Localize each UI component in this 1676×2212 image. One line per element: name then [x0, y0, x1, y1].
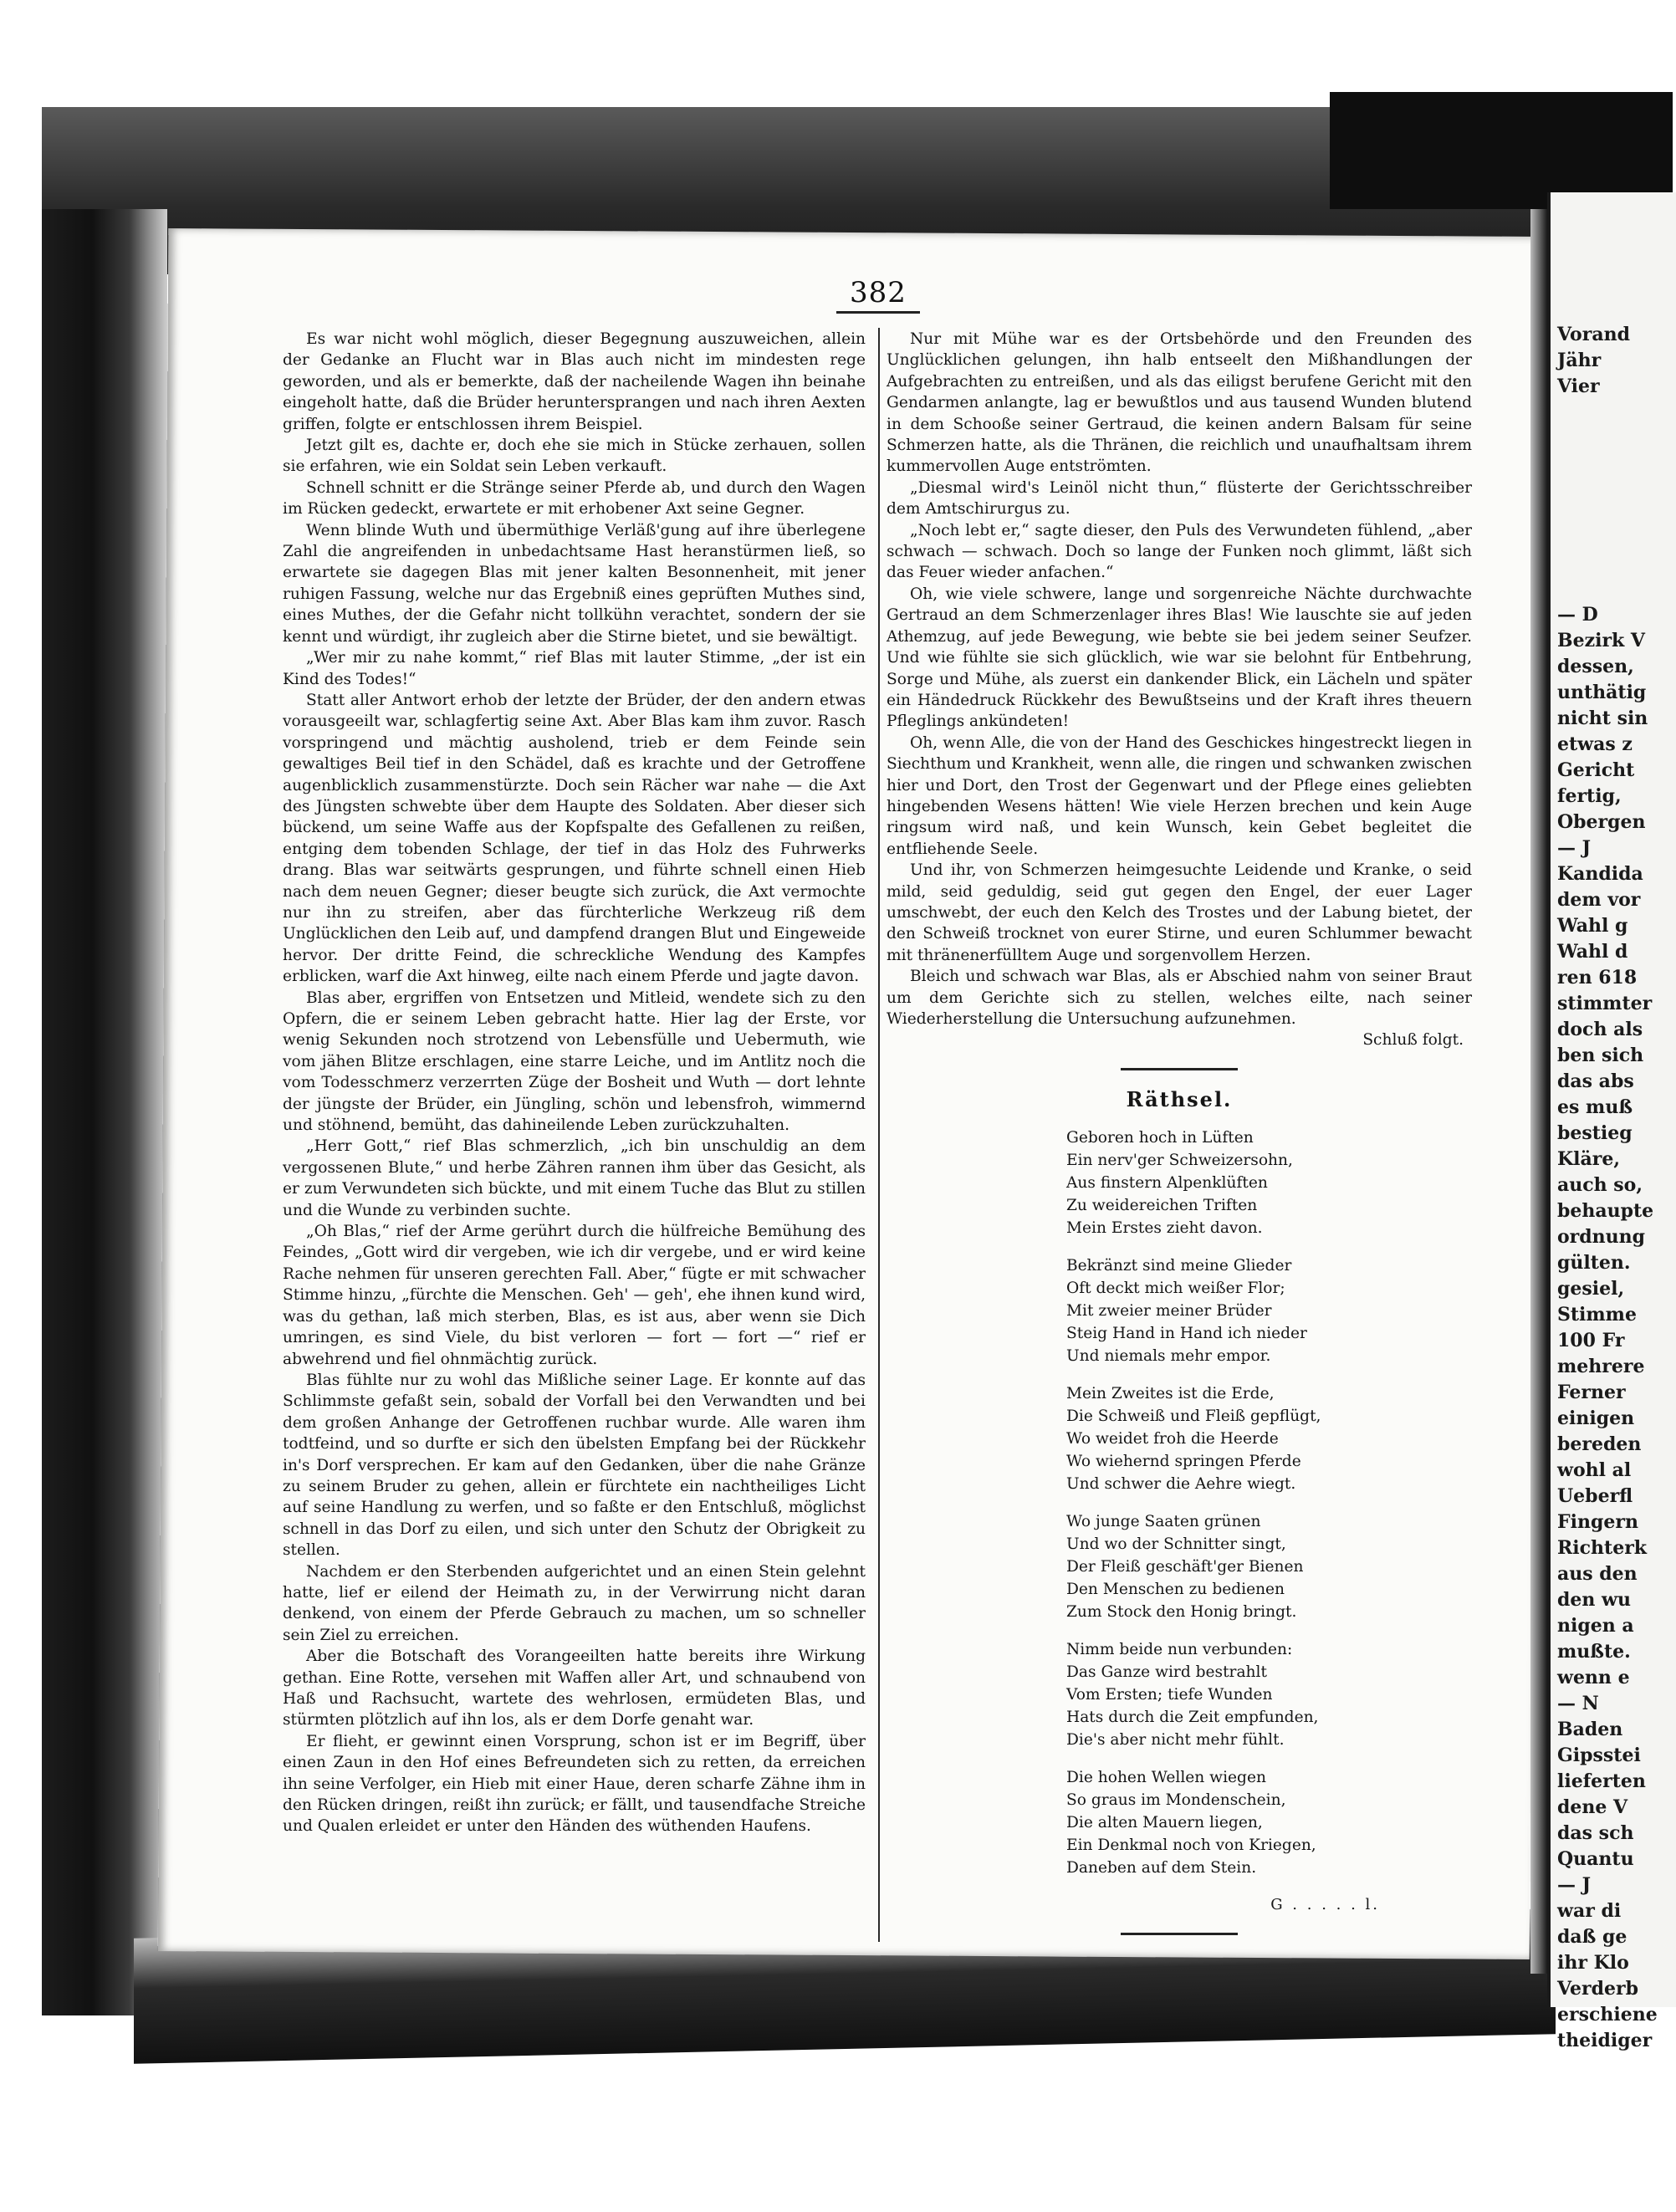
riddle-line: Nimm beide nun verbunden:	[1066, 1641, 1293, 1659]
adjacent-page-line: — N	[1557, 1693, 1599, 1714]
right_column-paragraph: Oh, wie viele schwere, lange und sorgenreiche Nächte durchwachte Gertraud an dem Schmerzenlager ihres Blas! Wie lauschte sie auf jeden Athemzug, auf jede Bewegung, wie bebte sie bei jedem seiner Seufzer. Und wie fühlte sie sich glücklich, wie war sie belohnt für Entbehrung, Sorge und Mühe, als zuerst ein dankender Blick, ein Lächeln und später ein Händedruck Rückkehr des Bewußtseins und der Kraft ihres theuern Pfleglings ankündeten!	[887, 585, 1472, 731]
riddle-line: Ein Denkmal noch von Kriegen,	[1066, 1837, 1316, 1855]
adjacent-page-line: dessen,	[1557, 656, 1634, 677]
left_column-paragraph: Er flieht, er gewinnt einen Vorsprung, schon ist er im Begriff, über einen Zaun in den Hof eines Befreundeten sich zu retten, da erreichen ihn seine Verfolger, ein Hieb mit einer Haue, deren scharfe Zähne ihm in den Rücken dringen, reißt ihn zurück; er fällt, und tausendfache Streiche und Qualen erleidet er unter den Händen des wüthenden Haufens.	[283, 1732, 866, 1836]
adjacent-page-line: das abs	[1557, 1070, 1634, 1092]
riddle-line: Bekränzt sind meine Glieder	[1066, 1257, 1292, 1275]
right_column-paragraph: Bleich und schwach war Blas, als er Abschied nahm von seiner Braut um dem Gerichte sich zu stellen, welches eilte, nach seiner Wiederherstellung die Untersuchung aufzunehmen.	[887, 968, 1472, 1028]
riddle-line: Vom Ersten; tiefe Wunden	[1066, 1686, 1273, 1704]
riddle-title: Räthsel.	[1126, 1086, 1233, 1111]
adjacent-page-line: Fingern	[1557, 1511, 1638, 1533]
riddle-line: Die's aber nicht mehr fühlt.	[1066, 1731, 1285, 1750]
adjacent-page-fragment	[1547, 192, 1676, 2051]
scan-shadow	[1330, 92, 1673, 209]
adjacent-page-line: Vier	[1557, 375, 1600, 397]
section-rule	[1121, 1068, 1238, 1070]
left_column-paragraph: Es war nicht wohl möglich, dieser Begegnung auszuweichen, allein der Gedanke an Flucht war in Blas auch nicht im mindesten rege geworden, und als er bemerkte, daß der nacheilende Wagen ihn beinahe eingeholt hatte, daß die Brüder heruntersprangen und nach ihren Aexten griffen, folgte er entschlossen ihrem Beispiel.	[283, 330, 866, 433]
adjacent-page-line: — J	[1557, 837, 1592, 859]
riddle-stanza	[1066, 1382, 1472, 1495]
riddle-line: Der Fleiß geschäft'ger Bienen	[1066, 1558, 1304, 1576]
right-column-paragraphs	[887, 329, 1472, 1029]
adjacent-page-line: ordnung	[1557, 1226, 1646, 1248]
riddle-poem	[887, 1126, 1472, 1879]
adjacent-page-line: Ueberfl	[1557, 1485, 1633, 1507]
adjacent-page-line: — D	[1557, 604, 1598, 626]
column-divider	[878, 328, 880, 1942]
left_column-paragraph: „Herr Gott,“ rief Blas schmerzlich, „ich bin unschuldig an dem vergossenen Blute,“ und herbe Zähren rannen ihm über das Gesicht, als er zum Verwundeten sich bückte, und mit einem Tuche das Blut zu stillen und die Wunde zu verbinden suchte.	[283, 1137, 866, 1219]
right_column-paragraph: Nur mit Mühe war es der Ortsbehörde und den Freunden des Unglücklichen gelungen, ihn halb entseelt den Mißhandlungen der Aufgebrachten zu entreißen, und als das eiligst berufene Gericht mit den Gendarmen anlangte, lag er bewußtlos und aus tausend Wunden blutend in dem Schooße seiner Gertraud, die keinen andern Balsam für seine Schmerzen hatte, als die Thränen, die reichlich und unaufhaltsam ihrem kummervollen Auge entströmten.	[887, 330, 1472, 476]
adjacent-page-line: ihr Klo	[1557, 1952, 1629, 1974]
riddle-stanza	[1066, 1254, 1472, 1367]
riddle-line: Steig Hand in Hand ich nieder	[1066, 1325, 1307, 1343]
riddle-line: Die alten Mauern liegen,	[1066, 1814, 1263, 1832]
riddle-line: Die hohen Wellen wiegen	[1066, 1769, 1266, 1787]
adjacent-page-line: Obergen	[1557, 811, 1646, 833]
continued-note: Schluß folgt.	[1362, 1031, 1464, 1050]
adjacent-page-line: gesiel,	[1557, 1278, 1625, 1300]
riddle-line: Hats durch die Zeit empfunden,	[1066, 1709, 1319, 1727]
adjacent-page-line: einigen	[1557, 1407, 1635, 1429]
riddle-line: Ein nerv'ger Schweizersohn,	[1066, 1152, 1293, 1170]
riddle-line: Wo weidet froh die Heerde	[1066, 1430, 1279, 1448]
left_column-paragraph: „Wer mir zu nahe kommt,“ rief Blas mit lauter Stimme, „der ist ein Kind des Todes!“	[283, 649, 866, 688]
adjacent-page-line: Kandida	[1557, 863, 1643, 885]
left_column-paragraph: Jetzt gilt es, dachte er, doch ehe sie mich in Stücke zerhauen, sollen sie erfahren, wie ein Soldat sein Leben verkauft.	[283, 437, 866, 476]
adjacent-page-line: stimmter	[1557, 993, 1653, 1014]
left-column	[283, 329, 866, 1837]
left_column-paragraph: Schnell schnitt er die Stränge seiner Pferde ab, und durch den Wagen im Rücken gedeckt, erwartete er mit erhobener Axt seine Gegner.	[283, 478, 866, 519]
end-rule	[1121, 1933, 1238, 1935]
riddle-line: Den Menschen zu bedienen	[1066, 1581, 1285, 1599]
riddle-stanza	[1066, 1638, 1472, 1751]
riddle-stanza	[1066, 1766, 1472, 1879]
riddle-line: So graus im Mondenschein,	[1066, 1791, 1286, 1810]
adjacent-page-line: es muß	[1557, 1096, 1633, 1118]
adjacent-page-line: ren 618	[1557, 967, 1638, 989]
adjacent-page-line: behaupte	[1557, 1200, 1654, 1222]
adjacent-page-line: Wahl d	[1557, 941, 1628, 963]
page-number: 382	[836, 276, 920, 314]
adjacent-page-line: Gericht	[1557, 759, 1635, 781]
adjacent-page-line: mehrere	[1557, 1356, 1645, 1377]
riddle-line: Aus finstern Alpenklüften	[1066, 1174, 1268, 1193]
riddle-line: Das Ganze wird bestrahlt	[1066, 1663, 1267, 1682]
riddle-line: Oft deckt mich weißer Flor;	[1066, 1280, 1285, 1298]
adjacent-page-line: Richterk	[1557, 1537, 1648, 1559]
adjacent-page-text	[1551, 602, 1658, 2054]
right-column	[887, 329, 1472, 1952]
riddle-stanza	[1066, 1126, 1472, 1239]
right_column-paragraph: Und ihr, von Schmerzen heimgesuchte Leidende und Kranke, o seid mild, seid geduldig, seid gut gegen den Engel, der euer Lager umschwebt, der euch den Kelch des Trostes und der Labung bietet, der den Schweiß trocknet von eurer Stirne, und euren Schlummer bewacht mit thränenerfülltem Auge und sorgenvollem Herzen.	[887, 861, 1472, 964]
riddle-line: Mein Zweites ist die Erde,	[1066, 1385, 1275, 1403]
adjacent-page-line: etwas z	[1557, 733, 1633, 755]
adjacent-page-line: nigen a	[1557, 1615, 1634, 1637]
adjacent-page-line: Vorand	[1557, 324, 1630, 345]
left_column-paragraph: Nachdem er den Sterbenden aufgerichtet und an einen Stein gelehnt hatte, lief er eilend der Heimath zu, in der Verwirrung nicht daran denkend, von einem der Pferde Gebrauch zu machen, um so schneller sein Ziel zu erreichen.	[283, 1562, 866, 1644]
adjacent-page-line: auch so,	[1557, 1174, 1643, 1196]
riddle-line: Mein Erstes zieht davon.	[1066, 1219, 1263, 1238]
adjacent-page-line: Quantu	[1557, 1848, 1634, 1870]
book-gutter	[1530, 209, 1547, 1974]
riddle-line: Und wo der Schnitter singt,	[1066, 1535, 1286, 1554]
riddle-signature: G . . . . . l.	[1270, 1896, 1380, 1914]
adjacent-page-line: bestieg	[1557, 1122, 1633, 1144]
adjacent-page-line: den wu	[1557, 1589, 1631, 1611]
riddle-line: Wo junge Saaten grünen	[1066, 1513, 1261, 1531]
adjacent-page-line: erschiene	[1557, 2004, 1658, 2026]
adjacent-page-line: nicht sin	[1557, 708, 1648, 729]
adjacent-page-header	[1551, 322, 1630, 400]
riddle-line: Und schwer die Aehre wiegt.	[1066, 1475, 1296, 1494]
adjacent-page-line: Ferner	[1557, 1382, 1626, 1403]
riddle-line: Daneben auf dem Stein.	[1066, 1859, 1257, 1877]
riddle-line: Und niemals mehr empor.	[1066, 1347, 1271, 1366]
adjacent-page-line: gülten.	[1557, 1252, 1631, 1274]
adjacent-page-line: Baden	[1557, 1719, 1623, 1740]
riddle-line: Zum Stock den Honig bringt.	[1066, 1603, 1297, 1622]
right_column-paragraph: „Noch lebt er,“ sagte dieser, den Puls des Verwundeten fühlend, „aber schwach — schwach. Doch so lange der Funken noch glimmt, läßt sich das Feuer wieder anfachen.“	[887, 521, 1472, 582]
adjacent-page-line: daß ge	[1557, 1926, 1627, 1948]
adjacent-page-line: Bezirk V	[1557, 630, 1646, 651]
left_column-paragraph: Blas fühlte nur zu wohl das Mißliche seiner Lage. Er konnte auf das Schlimmste gefaßt sein, sobald der Vorfall bei den Verwandten und bei dem großen Anhange der Getroffenen ruchbar wurde. Alle waren ihm todtfeind, und so durfte er sich den übelsten Empfang bei der Rückkehr in's Dorf versprechen. Er kam auf den Gedanken, über die nahe Gränze zu seinem Bruder zu gehen, allein er fürchtete ein nachtheiliges Licht auf seine Handlung zu werfen, und so faßte er den Entschluß, möglichst schnell in das Dorf zu eilen, und sich unter den Schutz der Obrigkeit zu stellen.	[283, 1371, 866, 1560]
adjacent-page-line: aus den	[1557, 1563, 1638, 1585]
left_column-paragraph: Blas aber, ergriffen von Entsetzen und Mitleid, wendete sich zu den Opfern, die er seinem Leben gebracht hatte. Hier lag der Erste, vor wenig Sekunden noch strotzend von Lebensfülle und Uebermuth, wie vom jähen Blitze erschlagen, eine starre Leiche, und im Antlitz noch die vom Todesschmerz verzerrten Züge der Bosheit und Wuth — dort lehnte der jüngste der Brüder, ein Jüngling, schön und lebensfroh, wimmernd und stöhnend, bemüht, das dahineilende Leben zurückzuhalten.	[283, 989, 866, 1135]
riddle-line: Mit zweier meiner Brüder	[1066, 1302, 1272, 1321]
adjacent-page-line: Jähr	[1557, 350, 1602, 371]
adjacent-page-line: unthätig	[1557, 682, 1647, 703]
right_column-paragraph: Oh, wenn Alle, die von der Hand des Geschickes hingestreckt liegen in Siechthum und Krankheit, wenn alle, die ringen und schwanken zwischen hier und Dort, den Trost der Gegenwart und der Pflege eines geliebten hingebenden Wesens hätten! Wie viele Herzen brechen und kein Auge ringsum wird naß, und kein Wunsch, kein Gebet begleitet die entfliehende Seele.	[887, 733, 1472, 858]
adjacent-page-line: — J	[1557, 1874, 1592, 1896]
adjacent-page-line: dem vor	[1557, 889, 1641, 911]
riddle-line: Zu weidereichen Triften	[1066, 1197, 1258, 1215]
adjacent-page-line: Kläre,	[1557, 1148, 1620, 1170]
adjacent-page-line: Gipsstei	[1557, 1745, 1641, 1766]
adjacent-page-line: Verderb	[1557, 1978, 1638, 2000]
left_column-paragraph: „Oh Blas,“ rief der Arme gerührt durch die hülfreiche Bemühung des Feindes, „Gott wird dir vergeben, wie ich dir vergebe, und er wird keine Rache nehmen für unseren gerechten Fall. Aber,“ fügte er mit schwacher Stimme hinzu, „fürchte die Menschen. Geh' — geh', ehe ihnen kund wird, was du gethan, laß mich sterben, Blas, es ist aus, aber wenn sie Dich umringen, es sind Viele, du bist verloren — fort — fort —“ rief er abwehrend und fiel ohnmächtig zurück.	[283, 1223, 866, 1368]
adjacent-page-line: war di	[1557, 1900, 1622, 1922]
adjacent-page-line: doch als	[1557, 1019, 1643, 1040]
left_column-paragraph: Wenn blinde Wuth und übermüthige Verläß'gung auf ihre überlegene Zahl die angreifenden in unbedachtsame Hast heranstürmen ließ, so erwartete sie dagegen Blas mit jener kalten Besonnenheit, mit jener ruhigen Fassung, welche nur das Ergebniß eines geprüften Muthes sind, eines Muthes, der die Gefahr nicht tollkühn verachtet, sondern der sie kennt und würdigt, ihr zugleich aber die Stirne bietet, und sie bewältigt.	[283, 521, 866, 646]
adjacent-page-line: wohl al	[1557, 1459, 1632, 1481]
adjacent-page-line: bereden	[1557, 1433, 1642, 1455]
left_column-paragraph: Aber die Botschaft des Vorangeeilten hatte bereits ihre Wirkung gethan. Eine Rotte, versehen mit Waffen aller Art, und schnaubend von Haß und Rachsucht, wartete des wehrlosen, ermüdeten Blas, und stürmten plötzlich auf ihn los, als er dem Dorfe genaht war.	[283, 1648, 866, 1729]
adjacent-page-line: Wahl g	[1557, 915, 1628, 937]
riddle-line: Geboren hoch in Lüften	[1066, 1129, 1254, 1147]
adjacent-page-line: theidiger	[1557, 2030, 1653, 2051]
adjacent-page-line: das sch	[1557, 1822, 1634, 1844]
left_column-paragraph: Statt aller Antwort erhob der letzte der Brüder, der den andern etwas vorausgeeilt war, schlagfertig seine Axt. Aber Blas kam ihm zuvor. Rasch vorspringend und mächtig ausholend, trieb er dem Feinde sein gewaltiges Beil tief in den Schädel, daß es krachte und der Getroffene augenblicklich zusammenstürzte. Doch sein Rächer war nahe — die Axt des Jüngsten schwebte über dem Haupte des Soldaten. Aber dieser sich bückend, um seine Waffe aus der Kopfspalte des Gefallenen zu reißen, entging dem tobenden Schlage, der tief in das Holz des Fuhrwerks drang. Blas war seitwärts gesprungen, und führte schnell einen Hieb nach dem neuen Gegner; dieser beugte sich zurück, die Axt vermochte nur ihn zu streifen, aber das fürchterliche Werkzeug riß dem Unglücklichen den Leib auf, und dampfend drangen Blut und Eingeweide hervor. Der dritte Feind, die schreckliche Wendung des Kampfes erblicken, warf die Axt hinweg, eilte nach einem Pferde und jagte davon.	[283, 691, 866, 986]
riddle-line: Wo wiehernd springen Pferde	[1066, 1453, 1301, 1471]
adjacent-page-line: mußte.	[1557, 1641, 1631, 1663]
adjacent-page-line: dene V	[1557, 1796, 1628, 1818]
adjacent-page-line: 100 Fr	[1557, 1330, 1625, 1351]
book-page-edges-left	[42, 209, 167, 2015]
adjacent-page-line: wenn e	[1557, 1667, 1630, 1688]
adjacent-page-line: lieferten	[1557, 1770, 1646, 1792]
riddle-line: Die Schweiß und Fleiß gepflügt,	[1066, 1407, 1321, 1426]
adjacent-page-line: ben sich	[1557, 1045, 1644, 1066]
adjacent-page-line: Stimme	[1557, 1304, 1637, 1326]
riddle-stanza	[1066, 1510, 1472, 1623]
adjacent-page-line: fertig,	[1557, 785, 1622, 807]
right_column-paragraph: „Diesmal wird's Leinöl nicht thun,“ flüsterte der Gerichtsschreiber dem Amtschirurgus zu.	[887, 478, 1472, 519]
